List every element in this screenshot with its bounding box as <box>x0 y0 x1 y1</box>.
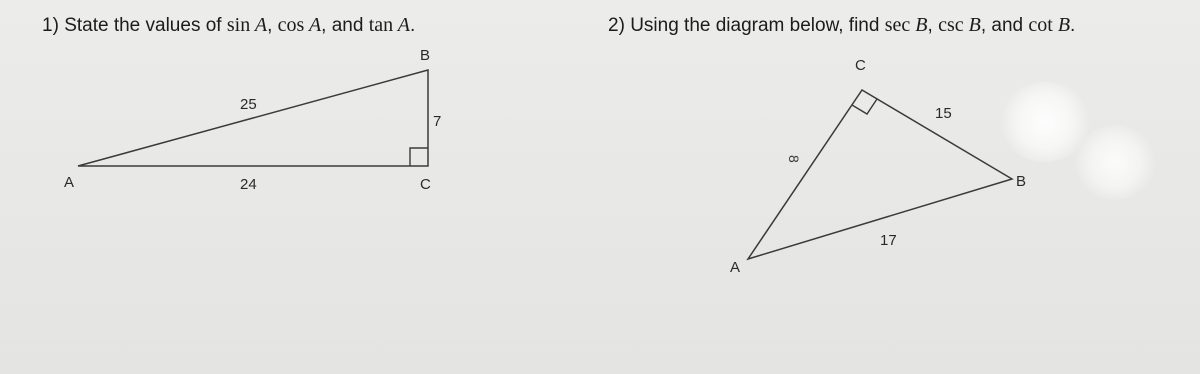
triangle-1 <box>64 47 441 193</box>
conjunction: , and <box>321 15 364 36</box>
problem-number: 1) <box>42 15 59 36</box>
trig-function: cot <box>1028 14 1053 36</box>
angle-variable: A <box>254 14 268 36</box>
prompt-text: State the values of <box>64 15 222 36</box>
side-ac-length: 8 <box>786 155 802 163</box>
triangle-2 <box>730 57 1026 276</box>
side-ab-length: 17 <box>880 232 897 249</box>
problem-number: 2) <box>608 15 625 36</box>
side-ac-length: 24 <box>240 176 257 193</box>
vertex-c-label: C <box>855 57 866 74</box>
right-angle-mark <box>410 148 428 166</box>
side-cb-length: 15 <box>935 105 952 122</box>
trig-function: sin <box>226 14 251 36</box>
trig-function: csc <box>938 14 964 36</box>
trig-function: tan <box>368 14 394 36</box>
angle-variable: B <box>968 14 981 36</box>
angle-variable: A <box>308 14 322 36</box>
prompt-text: Using the diagram below, find <box>630 15 880 36</box>
conjunction: , and <box>980 15 1024 36</box>
trig-function: cos <box>277 14 305 36</box>
triangle-1-outline <box>78 70 428 166</box>
angle-variable: A <box>397 14 410 36</box>
vertex-a-label: A <box>730 259 741 276</box>
vertex-b-label: B <box>1016 173 1027 190</box>
angle-variable: B <box>1057 14 1071 36</box>
separator: , <box>927 15 933 36</box>
period: . <box>410 15 416 36</box>
trig-function: sec <box>884 14 911 36</box>
side-bc-length: 7 <box>433 113 442 130</box>
vertex-a-label: A <box>64 174 75 191</box>
angle-variable: B <box>915 14 928 36</box>
period: . <box>1070 15 1076 36</box>
separator: , <box>267 15 273 36</box>
right-angle-mark <box>852 99 877 114</box>
side-ab-length: 25 <box>240 96 257 113</box>
vertex-c-label: C <box>420 176 431 193</box>
vertex-b-label: B <box>420 47 431 64</box>
